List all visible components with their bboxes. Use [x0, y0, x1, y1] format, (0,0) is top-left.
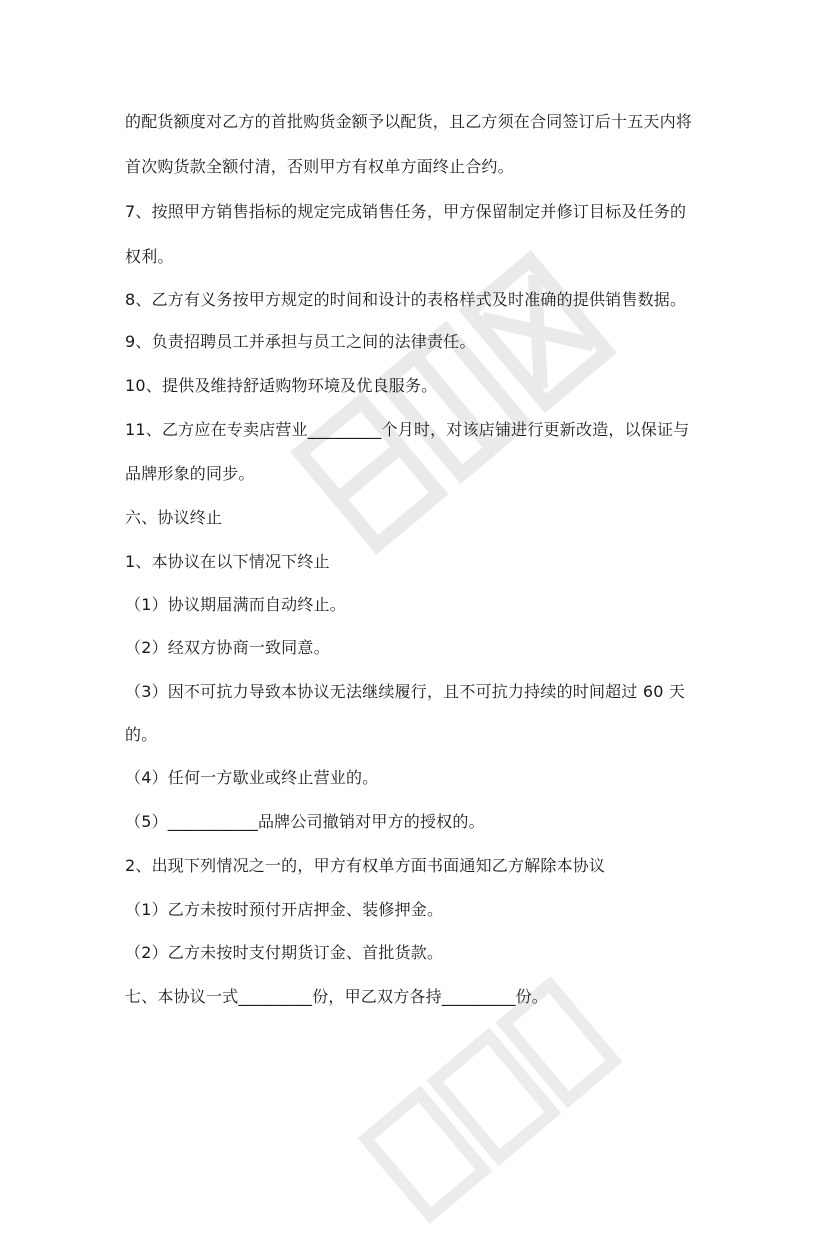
section-6-item-2-sub-2: （2）乙方未按时支付期货订金、首批货款。 [125, 943, 444, 962]
section-6-item-1: 1、本协议在以下情况下终止 [125, 552, 330, 571]
section-6-item-2: 2、出现下列情况之一的，甲方有权单方面书面通知乙方解除本协议 [125, 856, 606, 875]
section-7-heading: 七、本协议一式_________份，甲乙双方各持_________份。 [125, 987, 549, 1006]
section-6-heading: 六、协议终止 [125, 508, 223, 527]
section-6-item-1-sub-5: （5）___________品牌公司撤销对甲方的授权的。 [125, 812, 485, 831]
paragraph-line-2: 首次购货款全额付清，否则甲方有权单方面终止合约。 [125, 157, 514, 176]
clause-8: 8、乙方有义务按甲方规定的时间和设计的表格样式及时准确的提供销售数据。 [125, 290, 687, 309]
section-6-item-2-sub-1: （1）乙方未按时预付开店押金、装修押金。 [125, 900, 444, 919]
clause-7-line-2: 权利。 [125, 247, 174, 266]
clause-7-line-1: 7、按照甲方销售指标的规定完成销售任务，甲方保留制定并修订目标及任务的 [125, 202, 687, 221]
section-6-item-1-sub-3-line-1: （3）因不可抗力导致本协议无法继续履行，且不可抗力持续的时间超过 60 天 [125, 682, 686, 701]
clause-11-line-1: 11、乙方应在专卖店营业_________个月时，对该店铺进行更新改造，以保证与 [125, 420, 690, 439]
section-6-item-1-sub-3-line-2: 的。 [125, 725, 158, 744]
section-6-item-1-sub-4: （4）任何一方歇业或终止营业的。 [125, 768, 379, 787]
clause-10: 10、提供及维持舒适购物环境及优良服务。 [125, 376, 438, 395]
section-6-item-1-sub-1: （1）协议期届满而自动终止。 [125, 595, 346, 614]
paragraph-line-1: 的配货额度对乙方的首批购货金额予以配货，且乙方须在合同签订后十五天内将 [125, 112, 693, 131]
section-6-item-1-sub-2: （2）经双方协商一致同意。 [125, 638, 330, 657]
watermark-logo-icon [267, 223, 654, 597]
clause-9: 9、负责招聘员工并承担与员工之间的法律责任。 [125, 332, 476, 351]
clause-11-line-2: 品牌形象的同步。 [125, 464, 255, 483]
